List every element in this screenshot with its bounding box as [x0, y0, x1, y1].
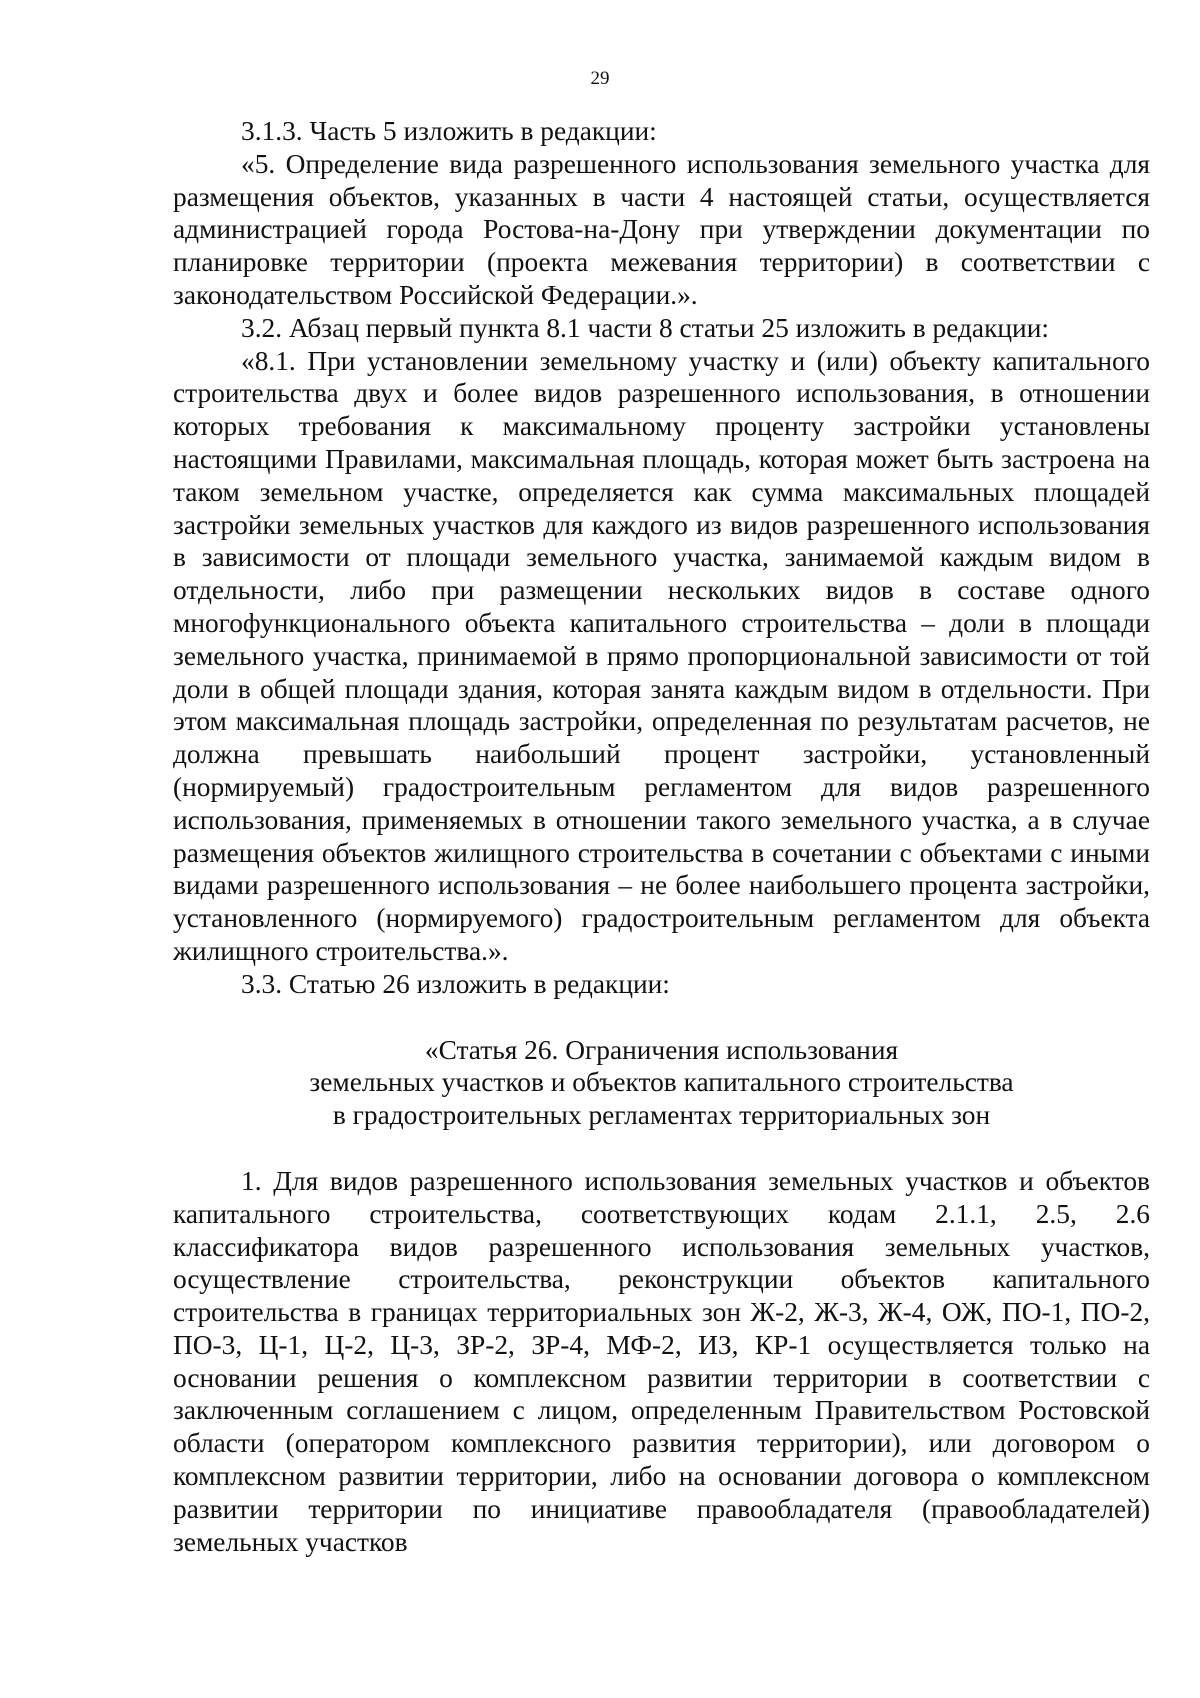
article-heading-line-1: «Статья 26. Ограничения использования: [424, 1034, 899, 1065]
paragraph-3-1-3: 3.1.3. Часть 5 изложить в редакции:: [241, 116, 657, 146]
article-heading-line-3: в градостроительных регламентах территориальных зон: [332, 1100, 991, 1131]
paragraph-article-26-point-1: 1. Для видов разрешенного использования земельных участков и объектов капитального строительства, соответствующих кодам 2.1.1, 2.5, 2.6 классификатора видов разрешенного использования земельных участков, осуществление строительства, реконструкции объектов капитального строительства в границах территориальных зон Ж-2, Ж-3, Ж-4, ОЖ, ПО-1, ПО-2, ПО-3, Ц-1, Ц-2, Ц-3, ЗР-2, ЗР-4, МФ-2, ИЗ, КР-1 осуществляется только на основании решения о комплексном развитии территории в соответствии с заключенным соглашением с лицом, определенным Правительством Ростовской области (оператором комплексного развития территории), или договором о комплексном развитии территории, либо на основании договора о комплексном развитии территории по инициативе правообладателя (правообладателей) земельных участков: [173, 1165, 1150, 1557]
article-heading: [173, 1034, 1150, 1132]
article-heading-line-2: земельных участков и объектов капитального строительства: [309, 1067, 1014, 1098]
paragraph-part-5-text: «5. Определение вида разрешенного использования земельного участка для размещения объектов, указанных в части 4 настоящей статьи, осуществляется администрацией города Ростова-на-Дону при утверждении документации по планировке территории (проекта межевания территории) в соответствии с законодательством Российской Федерации.».: [173, 148, 1150, 310]
document-body: [173, 115, 1150, 1558]
paragraph-8-1-text: «8.1. При установлении земельному участку и (или) объекту капитального строительства двух и более видов разрешенного использования, в отношении которых требования к максимальному проценту застройки установлены настоящими Правилами, максимальная площадь, которая может быть застроена на таком земельном участке, определяется как сумма максимальных площадей застройки земельных участков для каждого из видов разрешенного использования в зависимости от площади земельного участка, занимаемой каждым видом в отдельности, либо при размещении нескольких видов в составе одного многофункционального объекта капитального строительства – доли в площади земельного участка, принимаемой в прямо пропорциональной зависимости от той доли в общей площади здания, которая занята каждым видом в отдельности. При этом максимальная площадь застройки, определенная по результатам расчетов, не должна превышать наибольший процент застройки, установленный (нормируемый) градостроительным регламентом для видов разрешенного использования, применяемых в отношении такого земельного участка, а в случае размещения объектов жилищного строительства в сочетании с объектами с иными видами разрешенного использования – не более наибольшего процента застройки, установленного (нормируемого) градостроительным регламентом для объекта жилищного строительства.».: [173, 345, 1150, 966]
paragraph-3-2: 3.2. Абзац первый пункта 8.1 части 8 статьи 25 изложить в редакции:: [241, 312, 1049, 343]
page-number: 29: [590, 68, 610, 89]
paragraph-3-3: 3.3. Статью 26 изложить в редакции:: [241, 968, 670, 999]
